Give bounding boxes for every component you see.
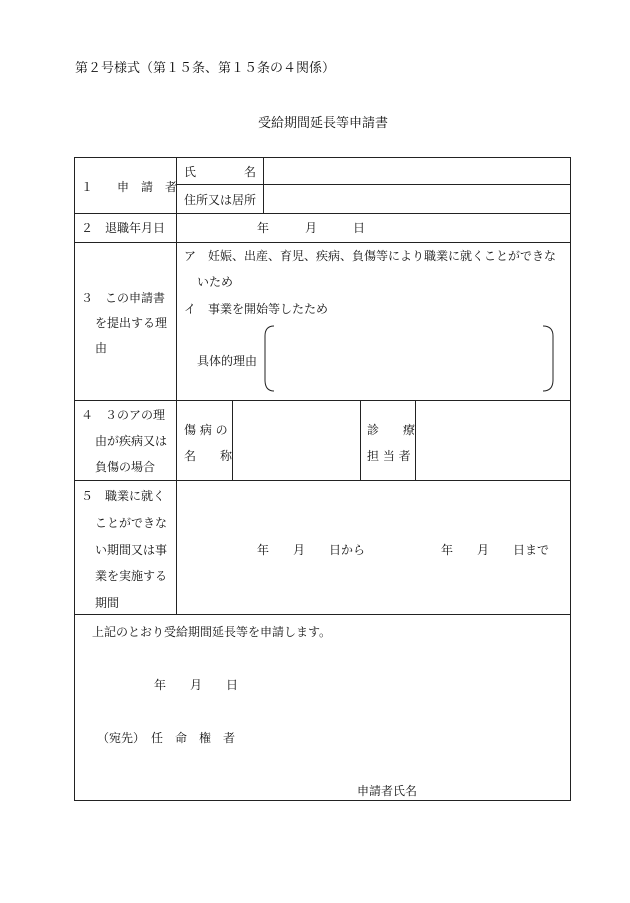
period-from[interactable]: 年 月 日から [257,543,366,557]
row5-label-1: ５ 職業に就く [81,489,166,503]
option-a-continued: いため [197,275,234,289]
row1-bottom [74,213,571,214]
row2-bottom [74,242,571,243]
applicant-name-label: 申請者氏名 [357,784,418,798]
declaration-date[interactable]: 年 月 日 [154,678,239,692]
row3-label-3: 由 [95,341,108,355]
row5-label-4: 業を実施する [95,569,168,583]
name-field[interactable] [264,158,570,184]
row5-label-2: ことができな [95,516,168,530]
table-border-right [570,157,571,801]
disease-label-1: 傷 病 の [184,423,228,437]
row3-label-2: を提出する理 [95,316,168,330]
row5-bottom [74,614,571,615]
row4-label-2: 由が疾病又は [95,434,168,448]
right-bracket [543,326,553,391]
doctor-field[interactable] [416,401,570,480]
retirement-date[interactable]: 年 月 日 [257,221,366,235]
period-to[interactable]: 年 月 日まで [441,543,550,557]
page-title: 受給期間延長等申請書 [258,116,389,131]
row5-label-3: い期間又は事 [95,543,168,557]
left-bracket [265,326,274,391]
row3-label-1: ３ この申請書 [81,291,166,305]
label-column-divider [176,157,177,614]
doctor-label-2: 担 当 者 [367,449,411,463]
row2-label: ２ 退職年月日 [81,221,166,235]
row4-bottom [74,480,571,481]
table-border-left [74,157,75,801]
doctor-label-1: 診 療 [367,423,416,437]
table-border-bottom [74,800,571,801]
row1-label: １ 申 請 者 [81,180,178,194]
row5-label-5: 期間 [95,596,120,610]
option-i[interactable]: イ 事業を開始等したため [184,302,329,316]
row4-label-1: ４ ３のアの理 [81,408,166,422]
disease-name-field[interactable] [233,401,360,480]
declaration-statement: 上記のとおり受給期間延長等を申請します。 [92,625,332,639]
disease-label-2: 名 称 [184,449,233,463]
row4-label-3: 負傷の場合 [95,460,156,474]
address-field[interactable] [264,185,570,213]
option-a[interactable]: ア 妊娠、出産、育児、疾病、負傷等により職業に就くことができな [184,249,557,263]
address-label: 住所又は居所 [184,193,257,207]
row4-divider-b [360,400,361,480]
form-number: 第２号様式（第１５条、第１５条の４関係） [75,61,336,76]
specific-reason-label: 具体的理由 [197,354,258,368]
name-label: 氏 名 [184,165,257,179]
addressee: （宛先） 任 命 権 者 [97,731,236,745]
specific-reason-brackets[interactable] [262,324,558,394]
